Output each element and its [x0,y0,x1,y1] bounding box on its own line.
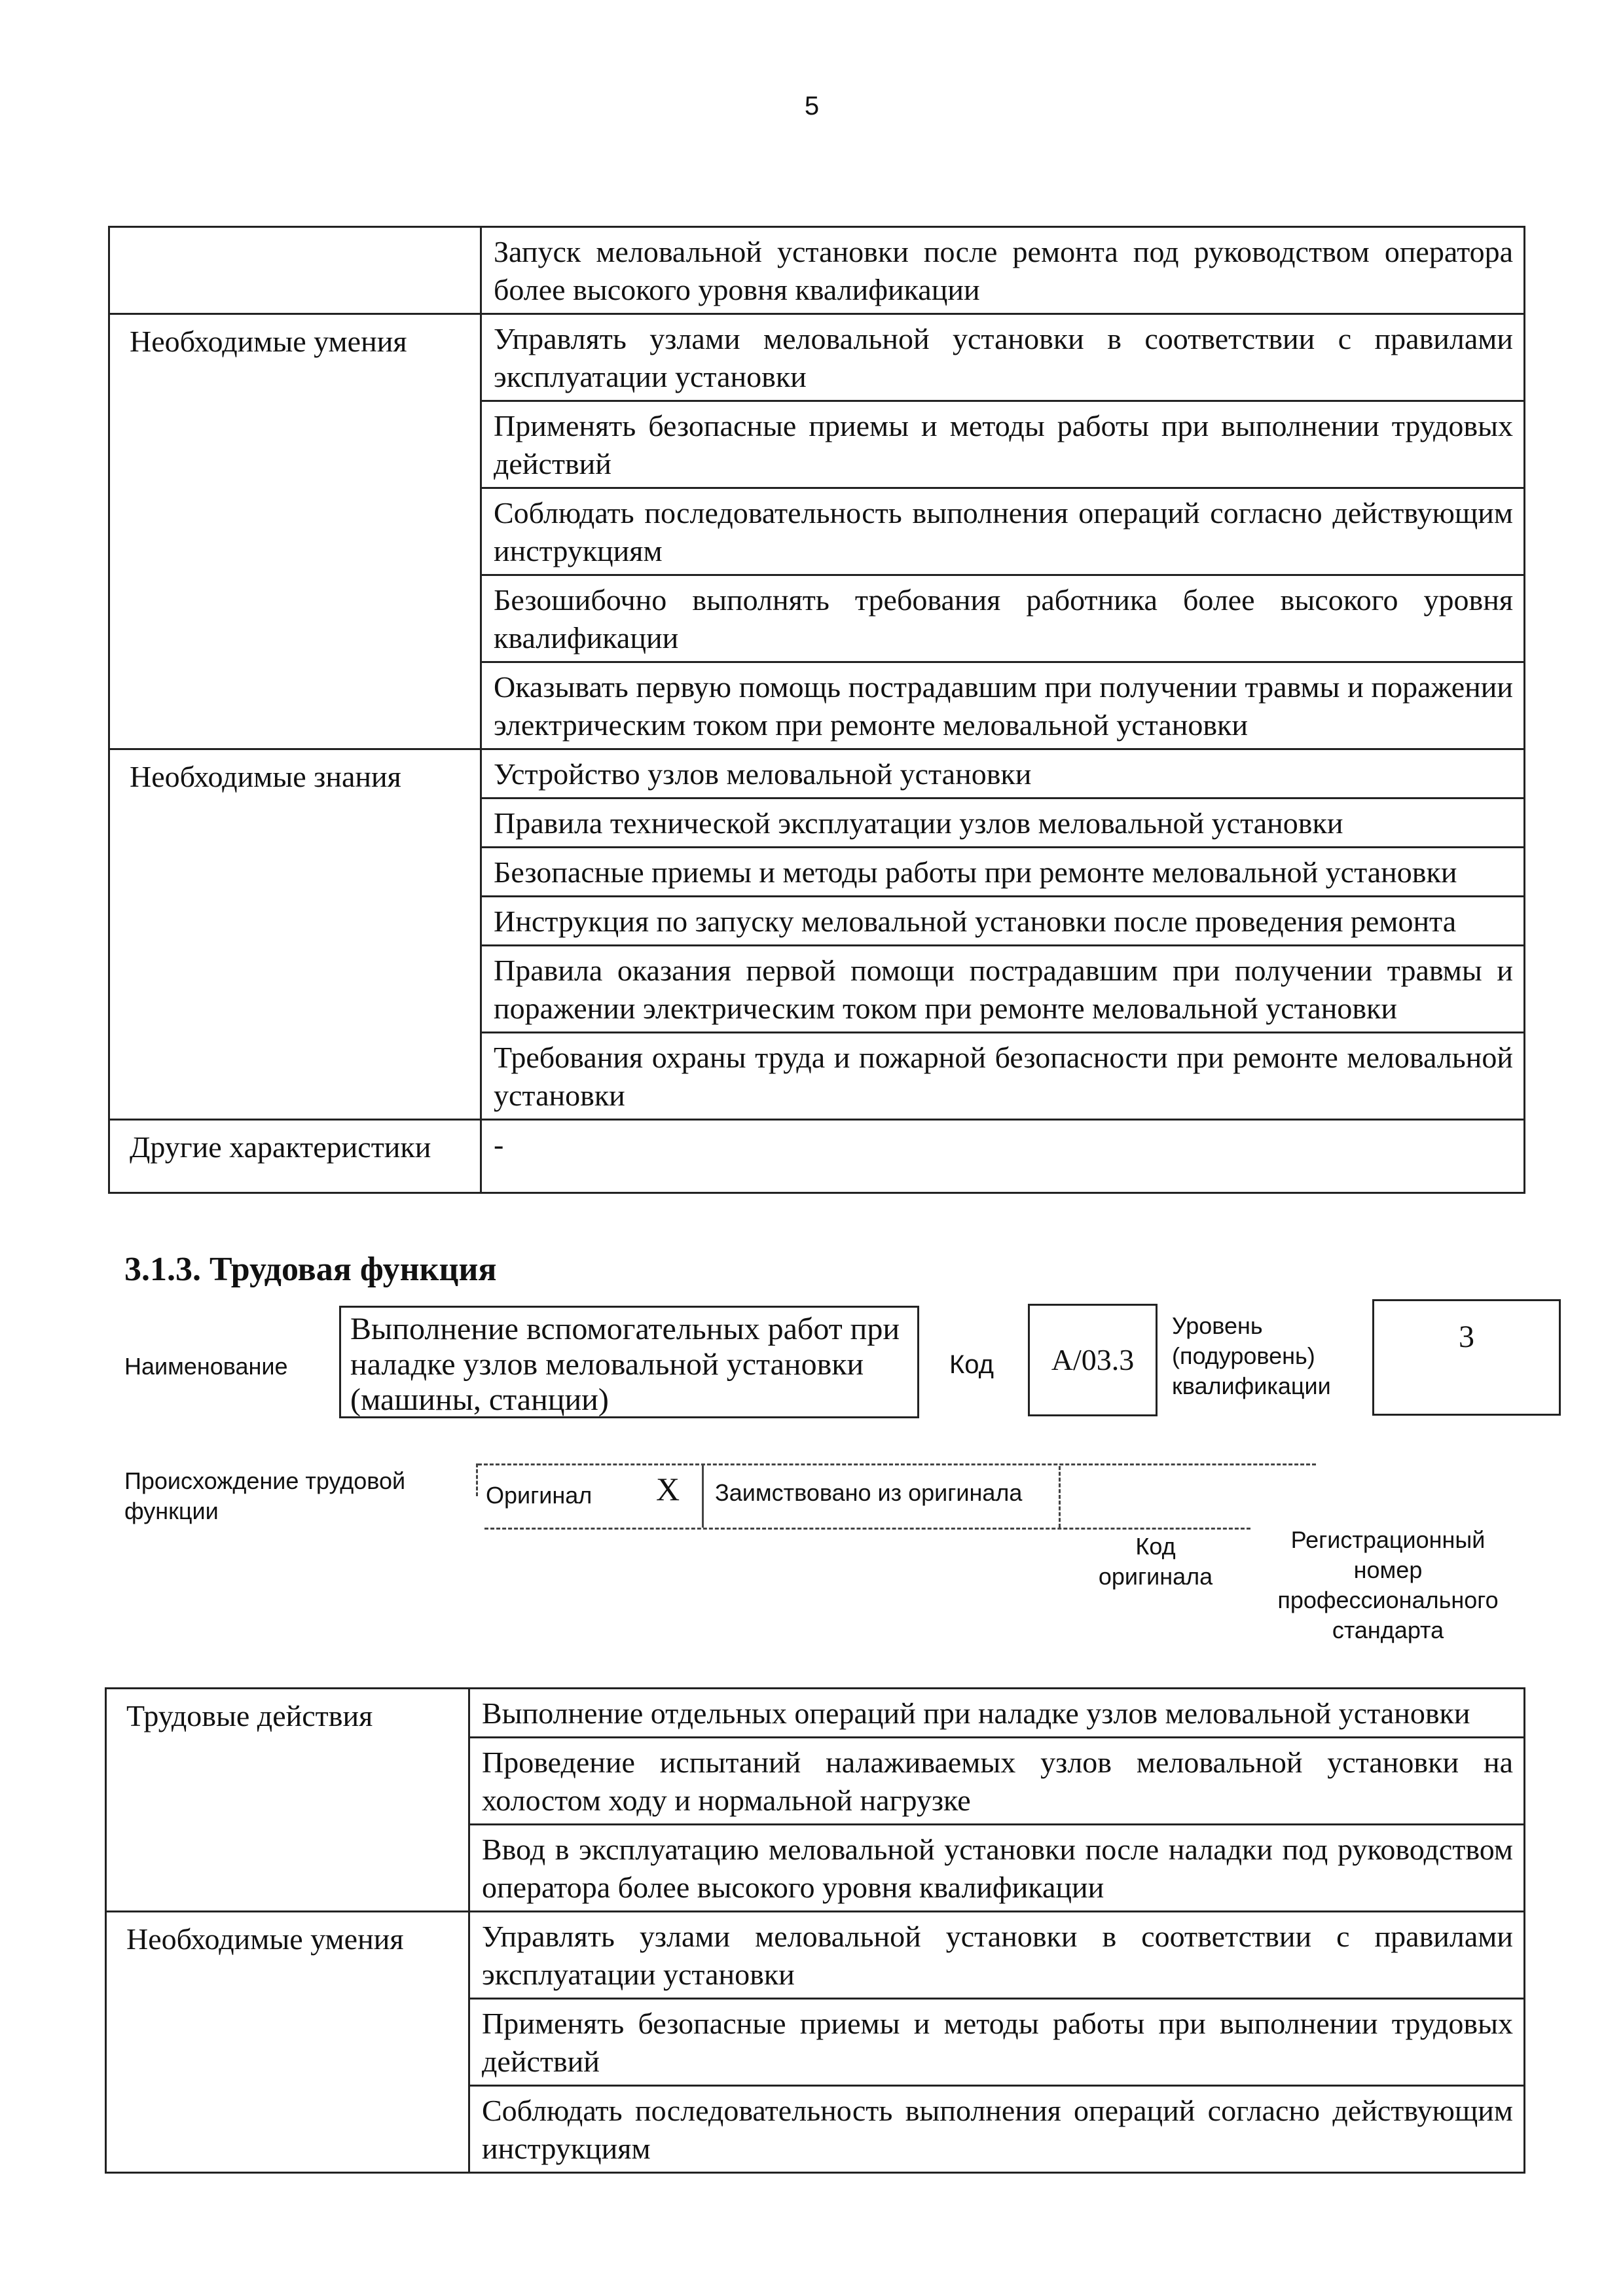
borrowed-label: Заимствовано из оригинала [715,1479,1023,1506]
level-label: Уровень (подуровень) квалификации [1172,1312,1331,1399]
table-row [106,1912,1525,1999]
row-label-empty [109,227,481,314]
original-mark: X [656,1471,680,1507]
row-label-skills: Необходимые умения [109,314,481,749]
row-label-skills: Необходимые умения [106,1912,469,2173]
code-box [1028,1304,1158,1416]
table-cell: Безопасные приемы и методы работы при ремонте меловальной установки [481,848,1525,897]
table-cell: Управлять узлами меловальной установки в соответствии с правилами эксплуатации установки [469,1912,1525,1999]
table-cell: Выполнение отдельных операций при наладке узлов меловальной установки [469,1689,1525,1738]
origin-bottom-dash [484,1528,1250,1530]
row-label-actions: Трудовые действия [106,1689,469,1912]
name-label: Наименование [124,1353,288,1380]
function-name-box [339,1306,919,1418]
reg-number-label: Регистрационный номер профессионального стандарта [1277,1526,1499,1643]
table-cell: - [481,1120,1525,1193]
table-cell: Инструкция по запуску меловальной установки после проведения ремонта [481,897,1525,946]
function-name-value: Выполнение вспомогательных работ при наладке узлов меловальной установки (машины, станции) [350,1312,900,1417]
table-cell: Применять безопасные приемы и методы работы при выполнении трудовых действий [469,1999,1525,2086]
original-label: Оригинал [486,1482,593,1509]
table-cell: Правила оказания первой помощи пострадавшим при получении травмы и поражении электрическим током при ремонте меловальной установки [481,946,1525,1033]
table-row [109,314,1525,401]
page-number: 5 [804,92,820,120]
table-cell: Ввод в эксплуатацию меловальной установки после наладки под руководством оператора более высокого уровня квалификации [469,1825,1525,1912]
code-original-label: Код оригинала [1098,1533,1213,1590]
origin-divider-2 [1059,1466,1061,1528]
table-cell: Соблюдать последовательность выполнения операций согласно действующим инструкциям [469,2086,1525,2173]
row-label-knowledge: Необходимые знания [109,749,481,1120]
origin-label: Происхождение трудовой функции [124,1467,406,1524]
section-heading: 3.1.3. Трудовая функция [124,1251,497,1288]
row-label-other: Другие характеристики [109,1120,481,1193]
origin-left-dash [476,1463,478,1496]
table-cell: Запуск меловальной установки после ремонта под руководством оператора более высокого уровня квалификации [481,227,1525,314]
requirements-table-continued [108,226,1525,1194]
code-value: A/03.3 [1051,1343,1135,1376]
level-box [1372,1299,1561,1416]
table-cell: Правила технической эксплуатации узлов меловальной установки [481,798,1525,848]
table-cell: Проведение испытаний налаживаемых узлов меловальной установки на холостом ходу и нормальной нагрузке [469,1738,1525,1825]
origin-top-dash [478,1463,1316,1465]
table-row [106,1689,1525,1738]
table-cell: Безошибочно выполнять требования работника более высокого уровня квалификации [481,575,1525,662]
table-cell: Соблюдать последовательность выполнения операций согласно действующим инструкциям [481,488,1525,575]
origin-divider [702,1463,704,1528]
table-row [109,749,1525,798]
table-cell: Управлять узлами меловальной установки в соответствии с правилами эксплуатации установки [481,314,1525,401]
table-cell: Требования охраны труда и пожарной безопасности при ремонте меловальной установки [481,1033,1525,1120]
level-value: 3 [1459,1319,1474,1354]
table-cell: Устройство узлов меловальной установки [481,749,1525,798]
table-row [109,227,1525,314]
table-cell: Применять безопасные приемы и методы работы при выполнении трудовых действий [481,401,1525,488]
table-cell: Оказывать первую помощь пострадавшим при получении травмы и поражении электрическим током при ремонте меловальной установки [481,662,1525,749]
labor-function-table [105,1687,1525,2174]
table-row [109,1120,1525,1193]
code-label: Код [949,1350,994,1379]
